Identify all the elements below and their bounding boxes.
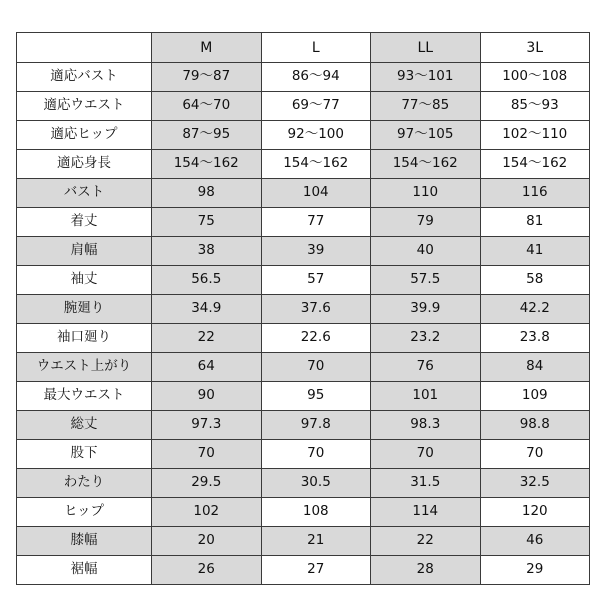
row-label-cell: 膝幅 [17,527,152,556]
measurement-cell: 23.8 [480,324,590,353]
row-label-cell: 袖丈 [17,266,152,295]
table-row [17,382,590,411]
measurement-cell: 75 [152,208,262,237]
measurement-cell: 79～87 [152,63,262,92]
table-row [17,498,590,527]
measurement-cell: 29 [480,556,590,585]
measurement-cell: 30.5 [261,469,371,498]
header-corner-cell [17,33,152,63]
measurement-cell: 57.5 [371,266,481,295]
table-row [17,92,590,121]
table-row [17,237,590,266]
measurement-cell: 38 [152,237,262,266]
measurement-cell: 114 [371,498,481,527]
measurement-cell: 108 [261,498,371,527]
table-row [17,266,590,295]
table-row [17,469,590,498]
measurement-cell: 154～162 [261,150,371,179]
measurement-cell: 21 [261,527,371,556]
measurement-cell: 154～162 [152,150,262,179]
table-row [17,179,590,208]
measurement-cell: 70 [261,440,371,469]
row-label-cell: 最大ウエスト [17,382,152,411]
measurement-cell: 77～85 [371,92,481,121]
row-label-cell: わたり [17,469,152,498]
row-label-cell: 股下 [17,440,152,469]
measurement-cell: 56.5 [152,266,262,295]
measurement-cell: 39 [261,237,371,266]
measurement-cell: 97.3 [152,411,262,440]
measurement-cell: 77 [261,208,371,237]
measurement-cell: 98.8 [480,411,590,440]
measurement-cell: 101 [371,382,481,411]
measurement-cell: 70 [371,440,481,469]
table-row [17,63,590,92]
measurement-cell: 32.5 [480,469,590,498]
measurement-cell: 97～105 [371,121,481,150]
measurement-cell: 85～93 [480,92,590,121]
measurement-cell: 64 [152,353,262,382]
size-header-cell: M [152,33,262,63]
table-row [17,353,590,382]
row-label-cell: 総丈 [17,411,152,440]
measurement-cell: 97.8 [261,411,371,440]
measurement-cell: 87～95 [152,121,262,150]
measurement-cell: 58 [480,266,590,295]
measurement-cell: 120 [480,498,590,527]
measurement-cell: 69～77 [261,92,371,121]
row-label-cell: 適応身長 [17,150,152,179]
measurement-cell: 93～101 [371,63,481,92]
row-label-cell: 適応バスト [17,63,152,92]
size-header-cell: L [261,33,371,63]
measurement-cell: 86～94 [261,63,371,92]
measurement-cell: 116 [480,179,590,208]
measurement-cell: 90 [152,382,262,411]
row-label-cell: ヒップ [17,498,152,527]
measurement-cell: 29.5 [152,469,262,498]
measurement-cell: 64～70 [152,92,262,121]
table-row [17,121,590,150]
measurement-cell: 23.2 [371,324,481,353]
measurement-cell: 100～108 [480,63,590,92]
measurement-cell: 76 [371,353,481,382]
measurement-cell: 154～162 [371,150,481,179]
table-row [17,556,590,585]
measurement-cell: 95 [261,382,371,411]
table-row [17,527,590,556]
measurement-cell: 39.9 [371,295,481,324]
measurement-cell: 92～100 [261,121,371,150]
measurement-cell: 110 [371,179,481,208]
measurement-cell: 70 [152,440,262,469]
measurement-cell: 102 [152,498,262,527]
size-header-cell: LL [371,33,481,63]
measurement-cell: 70 [261,353,371,382]
measurement-cell: 109 [480,382,590,411]
row-label-cell: 裾幅 [17,556,152,585]
size-header-cell: 3L [480,33,590,63]
header-row [17,33,590,63]
row-label-cell: 袖口廻り [17,324,152,353]
measurement-cell: 57 [261,266,371,295]
measurement-cell: 154～162 [480,150,590,179]
row-label-cell: 着丈 [17,208,152,237]
measurement-cell: 31.5 [371,469,481,498]
row-label-cell: ウエスト上がり [17,353,152,382]
row-label-cell: 肩幅 [17,237,152,266]
measurement-cell: 22 [152,324,262,353]
measurement-cell: 42.2 [480,295,590,324]
measurement-cell: 79 [371,208,481,237]
measurement-cell: 41 [480,237,590,266]
row-label-cell: 腕廻り [17,295,152,324]
table-row [17,411,590,440]
measurement-cell: 22 [371,527,481,556]
size-chart-table [16,32,590,585]
measurement-cell: 84 [480,353,590,382]
table-row [17,150,590,179]
measurement-cell: 70 [480,440,590,469]
row-label-cell: バスト [17,179,152,208]
measurement-cell: 27 [261,556,371,585]
row-label-cell: 適応ヒップ [17,121,152,150]
measurement-cell: 98 [152,179,262,208]
measurement-cell: 20 [152,527,262,556]
measurement-cell: 104 [261,179,371,208]
measurement-cell: 34.9 [152,295,262,324]
measurement-cell: 40 [371,237,481,266]
table-row [17,208,590,237]
measurement-cell: 26 [152,556,262,585]
measurement-cell: 81 [480,208,590,237]
table-row [17,295,590,324]
table-row [17,324,590,353]
measurement-cell: 102～110 [480,121,590,150]
measurement-cell: 22.6 [261,324,371,353]
table-row [17,440,590,469]
measurement-cell: 46 [480,527,590,556]
measurement-cell: 98.3 [371,411,481,440]
measurement-cell: 37.6 [261,295,371,324]
measurement-cell: 28 [371,556,481,585]
row-label-cell: 適応ウエスト [17,92,152,121]
